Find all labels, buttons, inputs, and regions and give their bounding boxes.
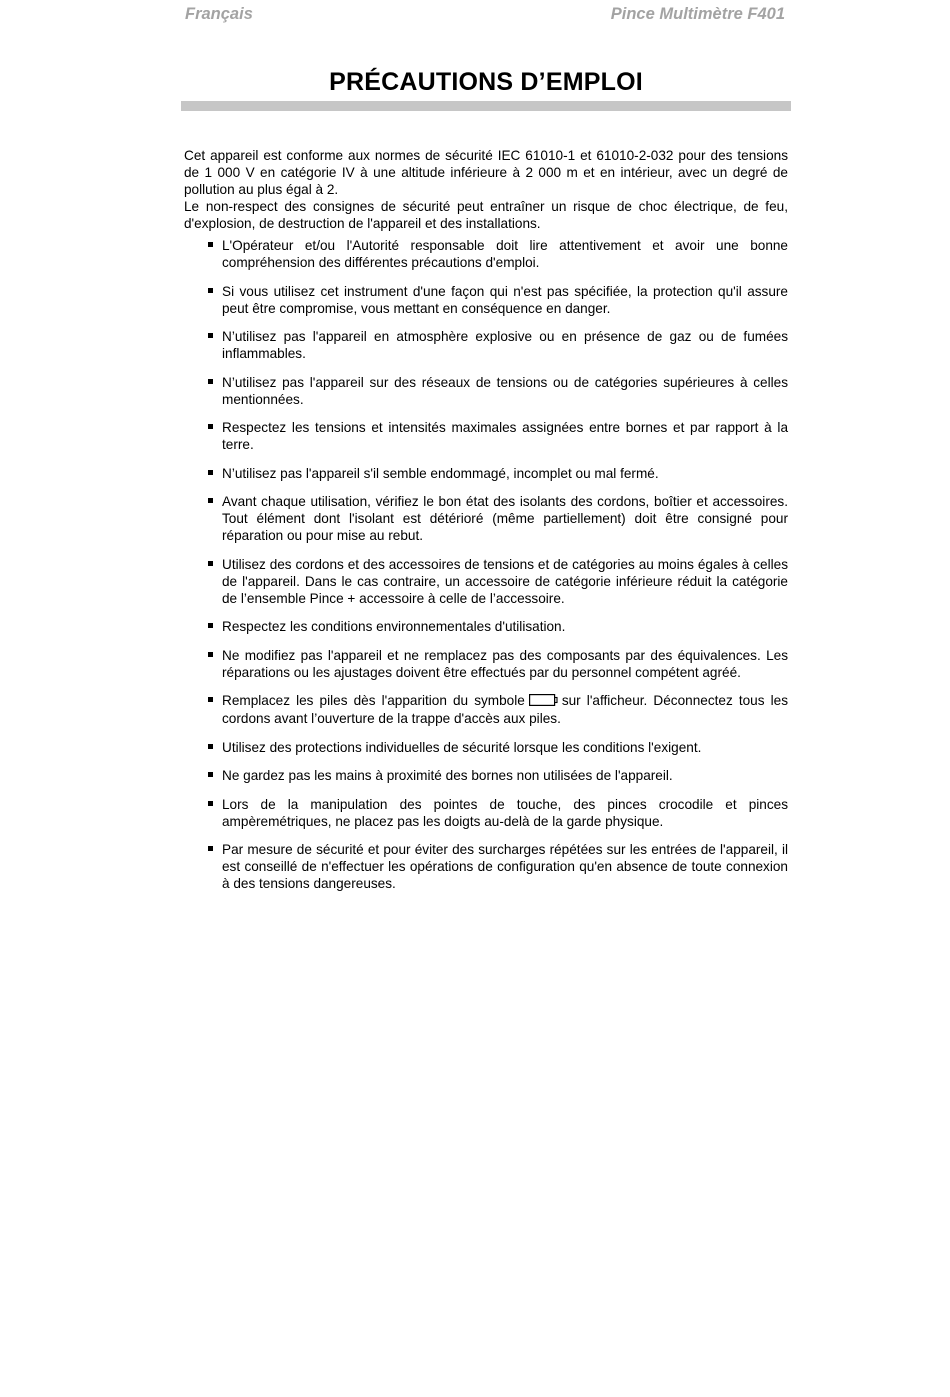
list-item	[184, 237, 788, 271]
bullet-icon	[208, 801, 213, 806]
bullet-icon	[208, 744, 213, 749]
list-item	[184, 647, 788, 681]
title-underline-bar	[181, 101, 791, 111]
list-item-text: Utilisez des cordons et des accessoires de tensions et de catégories au moins égales à celles de l'appareil. Dans le cas contraire, un accessoire de catégorie inférieure réduit la catégorie de l’ensemble Pince + accessoire à celle de l’accessoire.	[222, 556, 788, 606]
bullet-icon	[208, 424, 213, 429]
list-item-text: Avant chaque utilisation, vérifiez le bon état des isolants des cordons, boîtier et accessoires. Tout élément dont l'isolant est détérioré (même partiellement) doit être consigné pour réparation ou pour mise au rebut.	[222, 494, 788, 543]
list-item-text: Ne modifiez pas l'appareil et ne remplacez pas des composants par des équivalences. Les réparations ou les ajustages doivent être effectués par du personnel compétent agréé.	[222, 647, 788, 680]
list-item	[184, 796, 788, 830]
list-item	[184, 841, 788, 892]
list-item-text: Lors de la manipulation des pointes de touche, des pinces crocodile et pinces ampèremétriques, ne placez pas les doigts au-delà de la garde physique.	[222, 796, 788, 829]
list-item-text: Respectez les conditions environnementales d'utilisation.	[222, 619, 566, 634]
bullet-icon	[208, 623, 213, 628]
list-item	[184, 618, 788, 635]
list-item-text: Ne gardez pas les mains à proximité des bornes non utilisées de l'appareil.	[222, 768, 673, 783]
document-body	[184, 147, 788, 904]
bullet-icon	[208, 652, 213, 657]
bullet-icon	[208, 772, 213, 777]
intro-section	[184, 147, 788, 232]
bullet-icon	[208, 333, 213, 338]
bullet-icon	[208, 470, 213, 475]
list-item	[184, 465, 788, 482]
bullet-icon	[208, 561, 213, 566]
list-item-text: Utilisez des protections individuelles de sécurité lorsque les conditions l'exigent.	[222, 739, 702, 755]
list-item-text: Remplacez les piles dès l'apparition du symbole	[222, 693, 525, 708]
list-item-text: Par mesure de sécurité et pour éviter des surcharges répétées sur les entrées de l'appareil, il est conseillé de n'effectuer les opérations de configuration qu'en absence de toute connexion à des tensions dangereuses.	[222, 842, 788, 891]
precautions-list	[184, 237, 788, 892]
battery-icon	[529, 693, 558, 710]
list-item-text: Si vous utilisez cet instrument d'une façon qui n'est pas spécifiée, la protection qu'il assure peut être compromise, vous mettant en conséquence en danger.	[222, 283, 788, 316]
list-item	[184, 739, 788, 756]
bullet-icon	[208, 288, 213, 293]
bullet-icon	[208, 379, 213, 384]
intro-paragraph: Le non-respect des consignes de sécurité peut entraîner un risque de choc électrique, de feu, d'explosion, de destruction de l'appareil et des installations.	[184, 199, 788, 231]
list-item	[184, 328, 788, 362]
list-item	[184, 556, 788, 607]
list-item-text: L'Opérateur et/ou l'Autorité responsable doit lire attentivement et avoir une bonne compréhension des différentes précautions d'emploi.	[222, 238, 788, 270]
header-product-name: Pince Multimètre F401	[610, 5, 785, 23]
list-item-text: N’utilisez pas l'appareil sur des réseaux de tensions ou de catégories supérieures à celles mentionnées.	[222, 374, 788, 407]
intro-paragraph: Cet appareil est conforme aux normes de sécurité IEC 61010-1 et 61010-2-032 pour des tensions de 1 000 V en catégorie IV à une altitude inférieure à 2 000 m et en intérieur, avec un degré de pollution au plus égal à 2.	[184, 148, 788, 197]
list-item	[184, 283, 788, 317]
list-item	[184, 767, 788, 784]
list-item-text: N’utilisez pas l'appareil en atmosphère explosive ou en présence de gaz ou de fumées inflammables.	[222, 329, 788, 361]
bullet-icon	[208, 846, 213, 851]
list-item	[184, 493, 788, 544]
list-item-text: Respectez les tensions et intensités maximales assignées entre bornes et par rapport à la terre.	[222, 420, 788, 452]
bullet-icon	[208, 697, 213, 702]
page-title: PRÉCAUTIONS D’EMPLOI	[329, 68, 643, 96]
list-item-text: sur l'afficheur. Déconnectez tous les cordons avant l’ouverture de la trappe d'accès aux piles.	[222, 693, 789, 726]
list-item	[184, 419, 788, 453]
list-item-text: N’utilisez pas l'appareil s'il semble endommagé, incomplet ou mal fermé.	[222, 465, 659, 481]
list-item	[184, 374, 788, 408]
list-item-battery	[184, 692, 788, 727]
bullet-icon	[208, 242, 213, 247]
header-language: Français	[185, 5, 253, 23]
bullet-icon	[208, 498, 213, 503]
